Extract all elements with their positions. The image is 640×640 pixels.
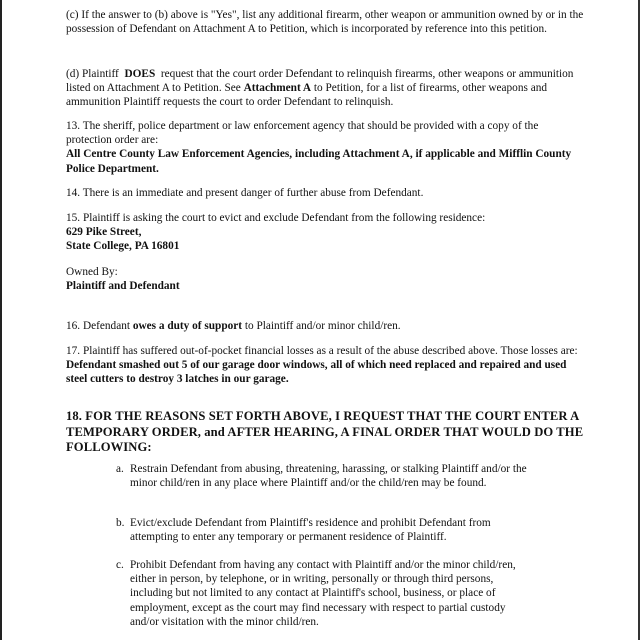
request-c-text: Prohibit Defendant from having any contact with Plaintiff and/or the minor child/ren, either in person, by telephone, or in writing, personally or through third persons, including but not limited to any contact at Plaintiff's school, business, or place of employment, except as the court may find necessary with respect to partial custody and/or visitation with the minor child/ren. — [130, 559, 516, 628]
item-13-text: 13. The sheriff, police department or law enforcement agency that should be provided with a copy of the protection order are: — [66, 120, 539, 147]
residence-address-line1: 629 Pike Street, — [66, 226, 142, 239]
item-15-text: 15. Plaintiff is asking the court to evict and exclude Defendant from the following residence: — [66, 212, 486, 224]
request-c-label: c. — [116, 559, 124, 571]
residence-address-line2: State College, PA 16801 — [66, 240, 180, 253]
request-b — [116, 516, 536, 544]
paragraph-d-text: (d) Plaintiff DOES request that the court order Defendant to relinquish firearms, other weapons or ammunition listed on Attachment A to Petition. See Attachment A to Petition, for a list of firearms, other weapons and ammunition Plaintiff requests the court to order Defendant to relinquish. — [66, 68, 574, 109]
item-13-agencies: All Centre County Law Enforcement Agencies, including Attachment A, if applicable and Mifflin County Police Department. — [66, 148, 572, 175]
request-b-text: Evict/exclude Defendant from Plaintiff's residence and prohibit Defendant from attempting to enter any temporary or permanent residence of Plaintiff. — [130, 517, 491, 544]
item-14-text: 14. There is an immediate and present danger of further abuse from Defendant. — [66, 187, 424, 199]
paragraph-c-text: (c) If the answer to (b) above is "Yes", list any additional firearm, other weapon or ammunition owned by or in the possession of Defendant on Attachment A to Petition, which is incorporated by reference into this petition. — [66, 9, 584, 36]
request-a-text: Restrain Defendant from abusing, threatening, harassing, or stalking Plaintiff and/or the minor child/ren in any place where Plaintiff and/or the child/ren may be found. — [130, 463, 527, 490]
owned-by — [66, 265, 586, 293]
request-a — [116, 462, 536, 490]
item-17-text: 17. Plaintiff has suffered out-of-pocket financial losses as a result of the abuse described above. Those losses are: — [66, 345, 578, 357]
owned-by-value: Plaintiff and Defendant — [66, 280, 180, 293]
paragraph-d — [66, 67, 586, 110]
item-18-heading: 18. FOR THE REASONS SET FORTH ABOVE, I REQUEST THAT THE COURT ENTER A TEMPORARY ORDER, and AFTER HEARING, A FINAL ORDER THAT WOULD DO THE FOLLOWING: — [66, 409, 584, 455]
item-18 — [66, 409, 586, 456]
item-17 — [66, 344, 586, 387]
item-16 — [66, 319, 586, 333]
item-15 — [66, 211, 586, 254]
request-c — [116, 558, 536, 629]
request-a-label: a. — [116, 463, 124, 475]
scan-edge-left — [0, 0, 2, 640]
owned-by-label: Owned By: — [66, 266, 118, 278]
request-b-label: b. — [116, 517, 125, 529]
item-17-losses: Defendant smashed out 5 of our garage door windows, all of which need replaced and repaired and used steel cutters to destroy 3 latches in our garage. — [66, 359, 567, 386]
item-14 — [66, 186, 586, 200]
paragraph-c — [66, 8, 586, 36]
item-13 — [66, 119, 586, 176]
item-16-text: 16. Defendant owes a duty of support to Plaintiff and/or minor child/ren. — [66, 320, 401, 332]
